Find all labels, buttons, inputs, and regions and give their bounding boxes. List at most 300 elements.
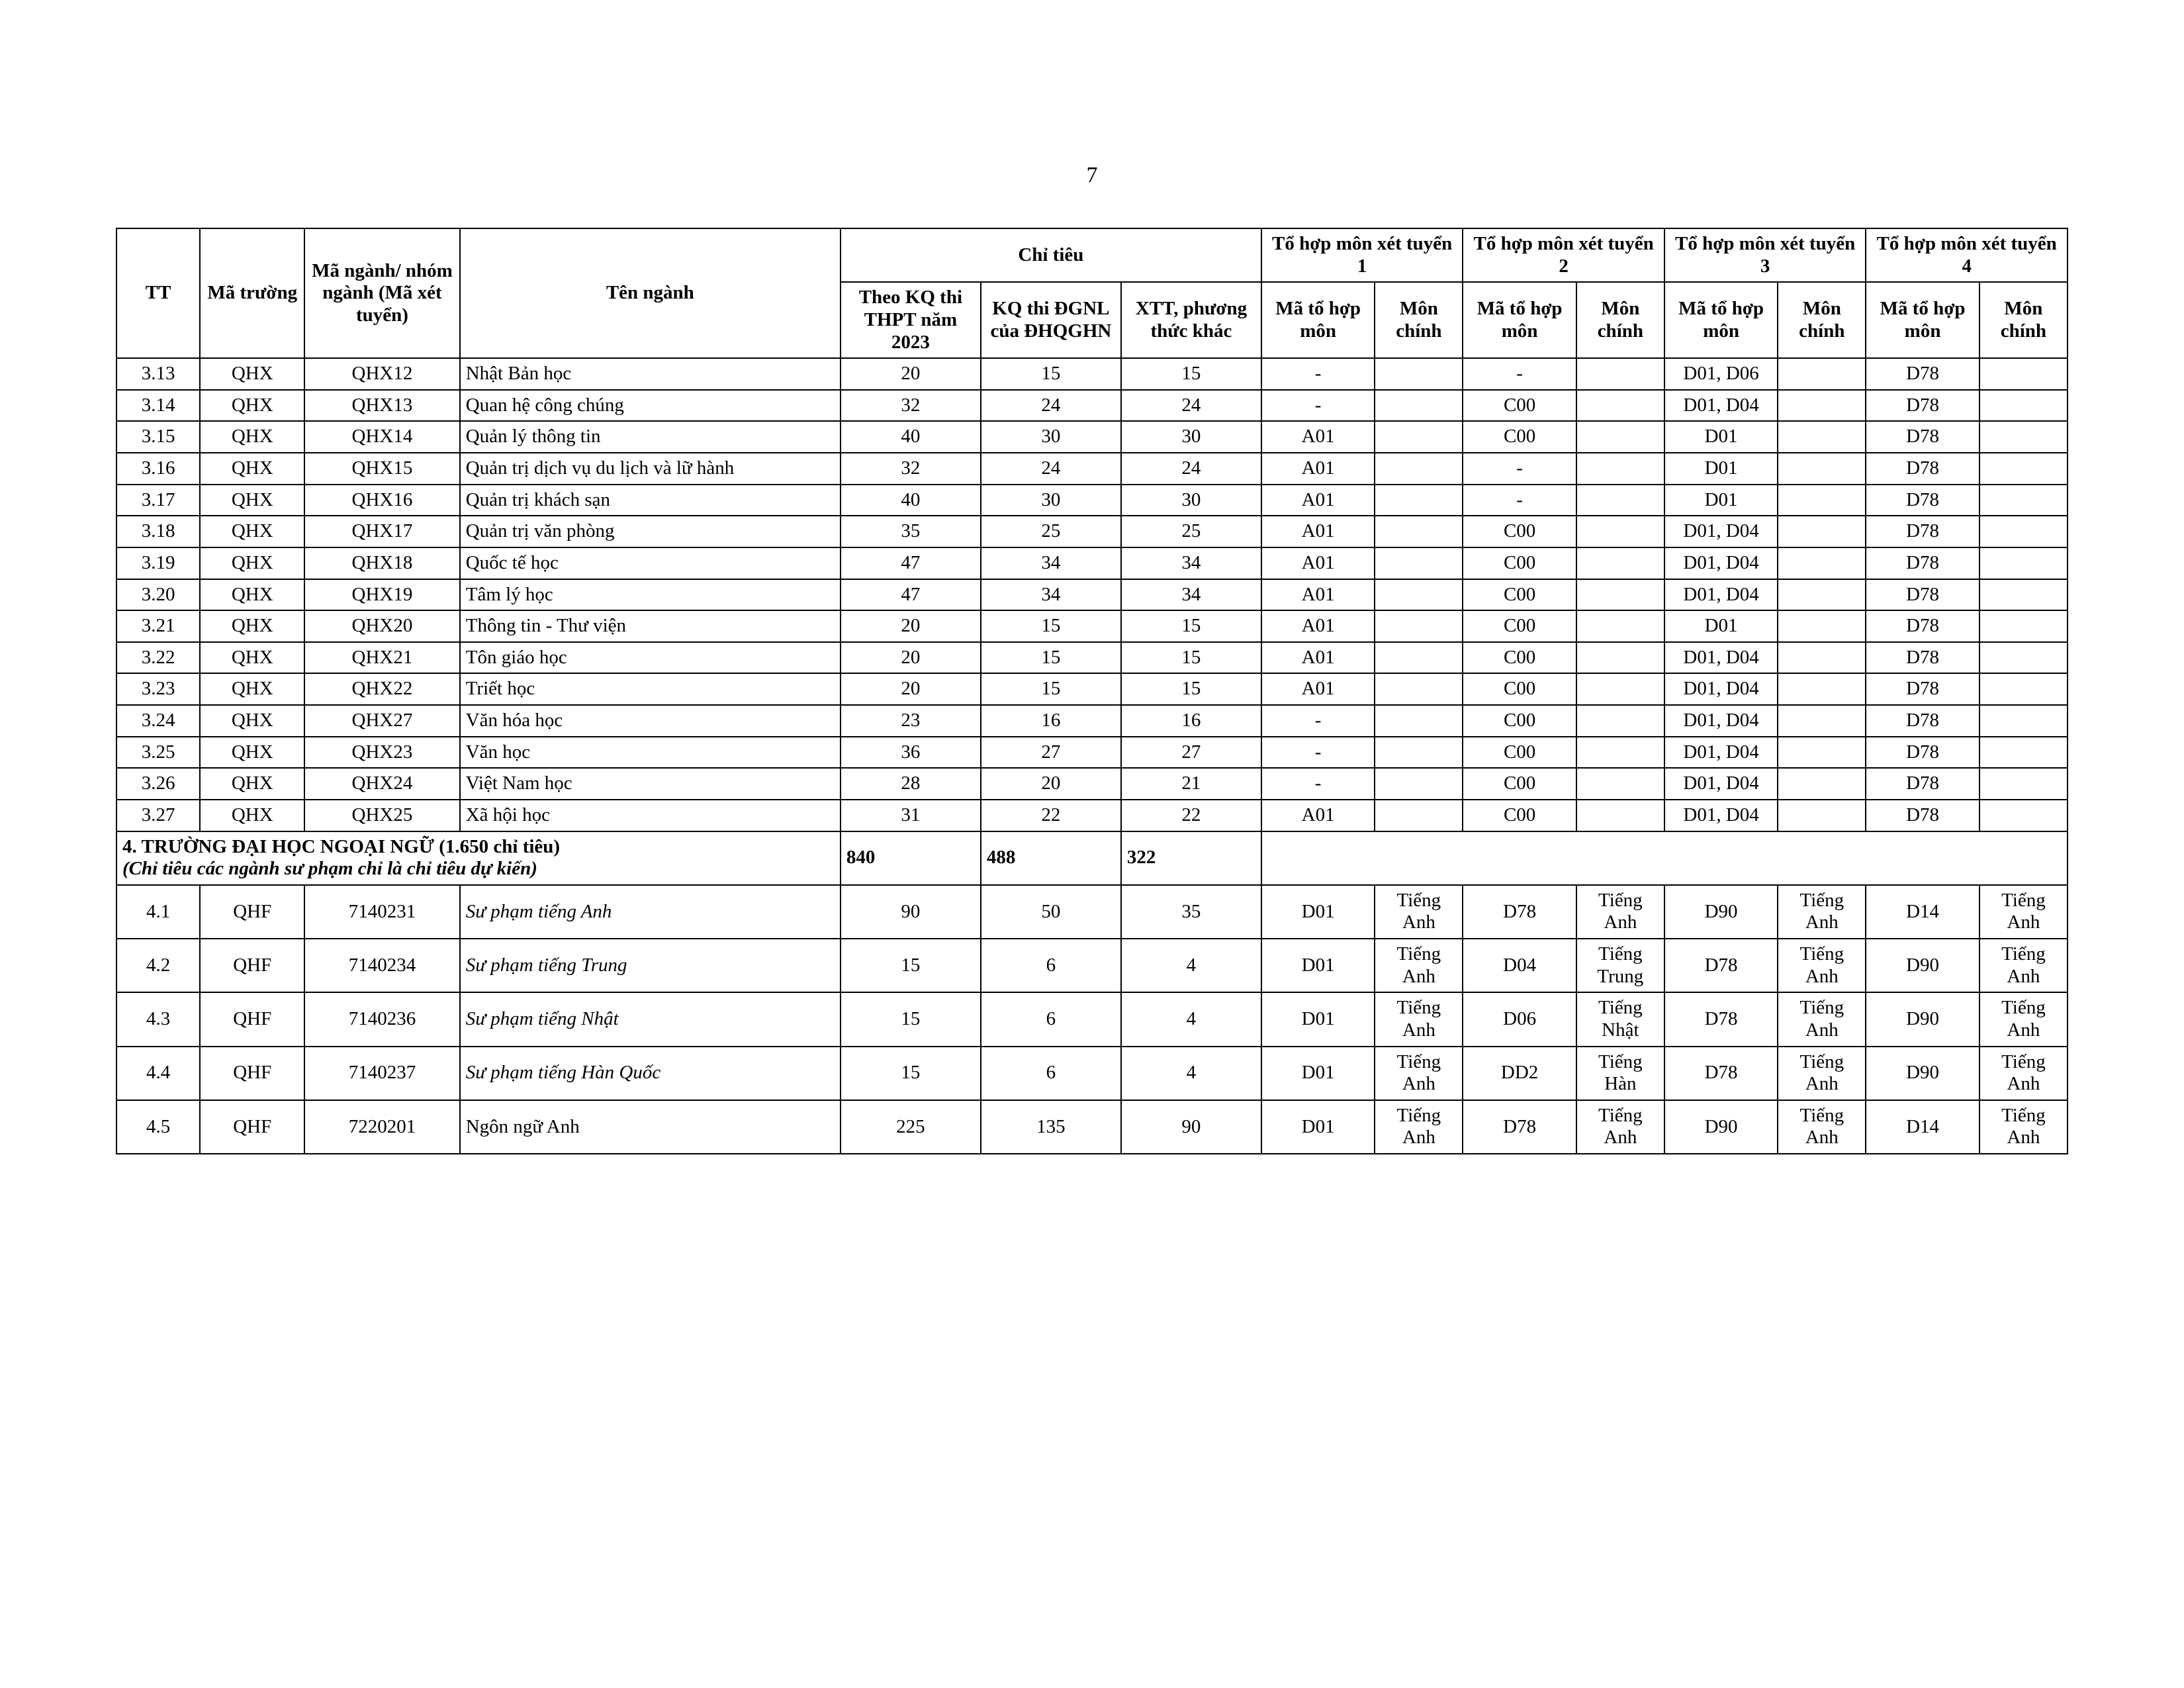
- cell-ct3: 34: [1121, 579, 1261, 611]
- cell-th3b: [1778, 547, 1866, 579]
- header-tt: TT: [116, 228, 200, 358]
- cell-th3a: D01, D04: [1664, 673, 1778, 705]
- header-mon-chinh-3: Môn chính: [1778, 282, 1866, 358]
- cell-th4a: D14: [1866, 885, 1979, 939]
- cell-tt: 4.2: [116, 939, 200, 992]
- cell-ct3: 15: [1121, 642, 1261, 674]
- cell-th2a: C00: [1463, 579, 1576, 611]
- cell-ct2: 135: [981, 1100, 1121, 1154]
- cell-ma-nganh: QHX21: [304, 642, 460, 674]
- cell-ct3: 4: [1121, 1047, 1261, 1100]
- cell-ten-nganh: Nhật Bản học: [460, 358, 841, 390]
- admission-quota-table: [116, 228, 2068, 1154]
- cell-tt: 3.16: [116, 453, 200, 485]
- table-row: [116, 485, 2068, 516]
- cell-ct3: 4: [1121, 992, 1261, 1046]
- cell-th4b: [1979, 485, 2068, 516]
- cell-th2a: C00: [1463, 642, 1576, 674]
- cell-ten-nganh: Tôn giáo học: [460, 642, 841, 674]
- cell-th1b: [1375, 421, 1463, 453]
- cell-th4a: D78: [1866, 737, 1979, 769]
- cell-th2b: Tiếng Anh: [1576, 885, 1664, 939]
- cell-ct1: 15: [841, 1047, 981, 1100]
- cell-th4b: [1979, 390, 2068, 422]
- cell-th4b: Tiếng Anh: [1979, 1047, 2068, 1100]
- cell-ct2: 25: [981, 516, 1121, 547]
- cell-tt: 3.23: [116, 673, 200, 705]
- section-heading-cell: [116, 831, 841, 885]
- cell-ct2: 20: [981, 768, 1121, 800]
- cell-tt: 3.27: [116, 800, 200, 831]
- cell-th1a: -: [1261, 705, 1375, 737]
- table-row: [116, 939, 2068, 992]
- cell-th2a: C00: [1463, 673, 1576, 705]
- cell-th1b: Tiếng Anh: [1375, 1047, 1463, 1100]
- cell-ct1: 23: [841, 705, 981, 737]
- table-row: [116, 885, 2068, 939]
- cell-th2b: [1576, 673, 1664, 705]
- cell-ct2: 27: [981, 737, 1121, 769]
- cell-th4b: [1979, 453, 2068, 485]
- table-row: [116, 673, 2068, 705]
- cell-ma-truong: QHX: [200, 421, 304, 453]
- cell-ma-truong: QHX: [200, 516, 304, 547]
- header-to-hop-4: Tổ hợp môn xét tuyển 4: [1866, 228, 2068, 282]
- cell-tt: 3.13: [116, 358, 200, 390]
- header-to-hop-3: Tổ hợp môn xét tuyển 3: [1664, 228, 1866, 282]
- cell-ma-truong: QHF: [200, 885, 304, 939]
- table-row: [116, 737, 2068, 769]
- cell-th3b: [1778, 705, 1866, 737]
- section-empty-cell: [1261, 831, 2068, 885]
- cell-ma-truong: QHX: [200, 390, 304, 422]
- cell-th2a: -: [1463, 358, 1576, 390]
- cell-th4a: D78: [1866, 390, 1979, 422]
- header-ma-to-hop-2: Mã tổ hợp môn: [1463, 282, 1576, 358]
- cell-th2a: C00: [1463, 547, 1576, 579]
- cell-th2a: -: [1463, 485, 1576, 516]
- cell-th1b: [1375, 358, 1463, 390]
- table-row: [116, 547, 2068, 579]
- cell-th3b: [1778, 453, 1866, 485]
- cell-th1a: D01: [1261, 1047, 1375, 1100]
- cell-ct3: 16: [1121, 705, 1261, 737]
- cell-th1a: D01: [1261, 1100, 1375, 1154]
- cell-tt: 3.18: [116, 516, 200, 547]
- cell-th2b: [1576, 610, 1664, 642]
- cell-th4a: D78: [1866, 579, 1979, 611]
- cell-th4b: [1979, 705, 2068, 737]
- cell-th2b: [1576, 358, 1664, 390]
- cell-th4b: [1979, 610, 2068, 642]
- cell-ct2: 16: [981, 705, 1121, 737]
- cell-th2a: C00: [1463, 390, 1576, 422]
- cell-th4a: D90: [1866, 939, 1979, 992]
- cell-ct1: 36: [841, 737, 981, 769]
- table-row: [116, 453, 2068, 485]
- cell-ma-truong: QHX: [200, 673, 304, 705]
- cell-ct3: 24: [1121, 390, 1261, 422]
- cell-th2a: C00: [1463, 705, 1576, 737]
- cell-ct2: 24: [981, 453, 1121, 485]
- cell-th4b: [1979, 516, 2068, 547]
- cell-ct1: 40: [841, 421, 981, 453]
- cell-th2b: Tiếng Anh: [1576, 1100, 1664, 1154]
- cell-tt: 3.20: [116, 579, 200, 611]
- cell-tt: 3.14: [116, 390, 200, 422]
- cell-th1b: [1375, 642, 1463, 674]
- cell-ma-nganh: 7140237: [304, 1047, 460, 1100]
- cell-ct2: 30: [981, 421, 1121, 453]
- cell-ma-truong: QHX: [200, 768, 304, 800]
- section-title: 4. TRƯỜNG ĐẠI HỌC NGOẠI NGỮ (1.650 chỉ tiêu): [122, 835, 561, 857]
- cell-th3b: [1778, 579, 1866, 611]
- header-ma-truong: Mã trường: [200, 228, 304, 358]
- cell-ct2: 6: [981, 1047, 1121, 1100]
- admission-table-container: [116, 228, 2068, 1154]
- cell-th1a: A01: [1261, 673, 1375, 705]
- cell-ct1: 32: [841, 390, 981, 422]
- cell-ten-nganh: Việt Nam học: [460, 768, 841, 800]
- cell-ma-truong: QHF: [200, 992, 304, 1046]
- cell-th3a: D78: [1664, 1047, 1778, 1100]
- cell-th3b: [1778, 642, 1866, 674]
- cell-th2b: Tiếng Trung: [1576, 939, 1664, 992]
- table-row: [116, 1047, 2068, 1100]
- table-row: [116, 516, 2068, 547]
- cell-th3b: [1778, 768, 1866, 800]
- cell-ct1: 15: [841, 939, 981, 992]
- cell-th3a: D01, D04: [1664, 705, 1778, 737]
- cell-ct2: 15: [981, 673, 1121, 705]
- cell-th4b: Tiếng Anh: [1979, 1100, 2068, 1154]
- cell-ma-nganh: QHX25: [304, 800, 460, 831]
- cell-th3b: Tiếng Anh: [1778, 939, 1866, 992]
- cell-th1a: -: [1261, 737, 1375, 769]
- cell-th4a: D78: [1866, 705, 1979, 737]
- cell-ct3: 30: [1121, 485, 1261, 516]
- cell-ct1: 40: [841, 485, 981, 516]
- cell-ct3: 27: [1121, 737, 1261, 769]
- cell-th3a: D01, D04: [1664, 768, 1778, 800]
- cell-th2b: [1576, 453, 1664, 485]
- cell-th1a: A01: [1261, 547, 1375, 579]
- header-mon-chinh-4: Môn chính: [1979, 282, 2068, 358]
- cell-th3a: D01: [1664, 421, 1778, 453]
- cell-th2a: C00: [1463, 516, 1576, 547]
- cell-th1a: -: [1261, 358, 1375, 390]
- cell-ct2: 15: [981, 358, 1121, 390]
- cell-th4b: Tiếng Anh: [1979, 992, 2068, 1046]
- cell-th2b: [1576, 421, 1664, 453]
- table-row: [116, 768, 2068, 800]
- cell-ma-truong: QHX: [200, 358, 304, 390]
- cell-th3b: [1778, 421, 1866, 453]
- cell-ten-nganh: Thông tin - Thư viện: [460, 610, 841, 642]
- cell-th2b: [1576, 390, 1664, 422]
- cell-ma-nganh: QHX23: [304, 737, 460, 769]
- header-chi-tieu-xtt: XTT, phương thức khác: [1121, 282, 1261, 358]
- cell-ten-nganh: Văn học: [460, 737, 841, 769]
- cell-th4a: D78: [1866, 768, 1979, 800]
- header-ma-to-hop-4: Mã tổ hợp môn: [1866, 282, 1979, 358]
- cell-th4b: [1979, 737, 2068, 769]
- section-ct3: 322: [1121, 831, 1261, 885]
- cell-ten-nganh: Quản trị văn phòng: [460, 516, 841, 547]
- cell-tt: 3.19: [116, 547, 200, 579]
- cell-th3a: D01, D04: [1664, 642, 1778, 674]
- cell-ma-truong: QHX: [200, 800, 304, 831]
- cell-th2a: C00: [1463, 737, 1576, 769]
- cell-ten-nganh: Xã hội học: [460, 800, 841, 831]
- cell-th3b: Tiếng Anh: [1778, 1100, 1866, 1154]
- cell-th1a: A01: [1261, 516, 1375, 547]
- cell-th2b: Tiếng Nhật: [1576, 992, 1664, 1046]
- cell-ma-nganh: QHX19: [304, 579, 460, 611]
- cell-th2b: [1576, 485, 1664, 516]
- cell-th1a: A01: [1261, 421, 1375, 453]
- section-heading-row: [116, 831, 2068, 885]
- cell-ma-truong: QHX: [200, 737, 304, 769]
- cell-ten-nganh: Văn hóa học: [460, 705, 841, 737]
- cell-th4b: [1979, 579, 2068, 611]
- header-ma-nganh: Mã ngành/ nhóm ngành (Mã xét tuyển): [304, 228, 460, 358]
- cell-th1a: A01: [1261, 579, 1375, 611]
- cell-ma-nganh: QHX24: [304, 768, 460, 800]
- section-ct2: 488: [981, 831, 1121, 885]
- cell-tt: 3.15: [116, 421, 200, 453]
- header-chi-tieu-dgnl: KQ thi ĐGNL của ĐHQGHN: [981, 282, 1121, 358]
- cell-th2b: [1576, 800, 1664, 831]
- cell-ten-nganh: Quốc tế học: [460, 547, 841, 579]
- cell-ma-truong: QHX: [200, 642, 304, 674]
- cell-ct2: 15: [981, 642, 1121, 674]
- cell-ct2: 6: [981, 992, 1121, 1046]
- cell-ma-truong: QHX: [200, 579, 304, 611]
- cell-th3a: D01: [1664, 485, 1778, 516]
- cell-ct1: 90: [841, 885, 981, 939]
- cell-ct3: 30: [1121, 421, 1261, 453]
- cell-tt: 4.4: [116, 1047, 200, 1100]
- cell-ct2: 24: [981, 390, 1121, 422]
- cell-ct1: 32: [841, 453, 981, 485]
- cell-ct1: 35: [841, 516, 981, 547]
- cell-th4a: D78: [1866, 642, 1979, 674]
- cell-th1a: A01: [1261, 453, 1375, 485]
- cell-ct1: 15: [841, 992, 981, 1046]
- cell-ten-nganh: Tâm lý học: [460, 579, 841, 611]
- cell-th2a: D78: [1463, 1100, 1576, 1154]
- cell-ct3: 22: [1121, 800, 1261, 831]
- cell-th3b: [1778, 737, 1866, 769]
- cell-th4a: D78: [1866, 610, 1979, 642]
- cell-th1a: D01: [1261, 992, 1375, 1046]
- cell-th1b: [1375, 610, 1463, 642]
- table-header: [116, 228, 2068, 358]
- cell-th3b: [1778, 358, 1866, 390]
- cell-ct1: 31: [841, 800, 981, 831]
- cell-ten-nganh: Sư phạm tiếng Trung: [460, 939, 841, 992]
- cell-ma-nganh: QHX27: [304, 705, 460, 737]
- section-ct1: 840: [841, 831, 981, 885]
- cell-tt: 4.1: [116, 885, 200, 939]
- cell-th4a: D78: [1866, 453, 1979, 485]
- cell-tt: 3.25: [116, 737, 200, 769]
- cell-ma-nganh: QHX18: [304, 547, 460, 579]
- cell-th3a: D01, D04: [1664, 800, 1778, 831]
- cell-th2a: D04: [1463, 939, 1576, 992]
- header-to-hop-2: Tổ hợp môn xét tuyển 2: [1463, 228, 1664, 282]
- cell-ct2: 34: [981, 547, 1121, 579]
- cell-th4a: D78: [1866, 673, 1979, 705]
- cell-ma-nganh: QHX17: [304, 516, 460, 547]
- cell-th1b: [1375, 453, 1463, 485]
- cell-ct1: 47: [841, 579, 981, 611]
- cell-ten-nganh: Quản trị khách sạn: [460, 485, 841, 516]
- cell-ma-nganh: QHX15: [304, 453, 460, 485]
- cell-tt: 3.26: [116, 768, 200, 800]
- cell-ten-nganh: Triết học: [460, 673, 841, 705]
- cell-tt: 4.5: [116, 1100, 200, 1154]
- table-row: [116, 800, 2068, 831]
- cell-th2a: C00: [1463, 610, 1576, 642]
- cell-ten-nganh: Sư phạm tiếng Nhật: [460, 992, 841, 1046]
- cell-th1b: Tiếng Anh: [1375, 939, 1463, 992]
- cell-th3a: D01, D04: [1664, 390, 1778, 422]
- cell-th3b: [1778, 610, 1866, 642]
- cell-ma-nganh: QHX12: [304, 358, 460, 390]
- cell-ma-truong: QHX: [200, 453, 304, 485]
- cell-ma-truong: QHX: [200, 705, 304, 737]
- header-ma-to-hop-3: Mã tổ hợp môn: [1664, 282, 1778, 358]
- cell-th4b: Tiếng Anh: [1979, 885, 2068, 939]
- cell-ten-nganh: Quản lý thông tin: [460, 421, 841, 453]
- header-ten-nganh: Tên ngành: [460, 228, 841, 358]
- cell-th3b: [1778, 800, 1866, 831]
- cell-th4b: [1979, 358, 2068, 390]
- cell-th2a: C00: [1463, 421, 1576, 453]
- cell-th3a: D90: [1664, 885, 1778, 939]
- cell-th1b: [1375, 485, 1463, 516]
- cell-ten-nganh: Quan hệ công chúng: [460, 390, 841, 422]
- cell-th3b: Tiếng Anh: [1778, 992, 1866, 1046]
- cell-th3a: D78: [1664, 992, 1778, 1046]
- cell-th4a: D78: [1866, 485, 1979, 516]
- cell-th3a: D78: [1664, 939, 1778, 992]
- cell-th4a: D78: [1866, 800, 1979, 831]
- cell-th4a: D90: [1866, 992, 1979, 1046]
- cell-th2b: [1576, 642, 1664, 674]
- header-mon-chinh-2: Môn chính: [1576, 282, 1664, 358]
- cell-ct3: 15: [1121, 610, 1261, 642]
- cell-th1a: -: [1261, 768, 1375, 800]
- cell-ct3: 15: [1121, 358, 1261, 390]
- cell-th2a: C00: [1463, 768, 1576, 800]
- cell-ma-nganh: QHX14: [304, 421, 460, 453]
- cell-th2b: [1576, 737, 1664, 769]
- cell-th1a: -: [1261, 390, 1375, 422]
- cell-ma-truong: QHX: [200, 547, 304, 579]
- cell-tt: 4.3: [116, 992, 200, 1046]
- cell-th2a: D78: [1463, 885, 1576, 939]
- cell-th1b: Tiếng Anh: [1375, 992, 1463, 1046]
- header-mon-chinh-1: Môn chính: [1375, 282, 1463, 358]
- table-row: [116, 579, 2068, 611]
- cell-ct3: 24: [1121, 453, 1261, 485]
- cell-th1a: A01: [1261, 642, 1375, 674]
- cell-th2b: Tiếng Hàn: [1576, 1047, 1664, 1100]
- header-row-1: [116, 228, 2068, 282]
- table-row: [116, 610, 2068, 642]
- cell-th4b: [1979, 642, 2068, 674]
- cell-th1b: Tiếng Anh: [1375, 885, 1463, 939]
- cell-th1a: D01: [1261, 885, 1375, 939]
- cell-ct1: 225: [841, 1100, 981, 1154]
- cell-th4a: D78: [1866, 516, 1979, 547]
- cell-ma-truong: QHF: [200, 1100, 304, 1154]
- cell-ma-nganh: QHX16: [304, 485, 460, 516]
- cell-ct1: 20: [841, 358, 981, 390]
- cell-ma-truong: QHF: [200, 1047, 304, 1100]
- cell-th1b: [1375, 705, 1463, 737]
- cell-th4b: [1979, 673, 2068, 705]
- cell-ten-nganh: Sư phạm tiếng Hàn Quốc: [460, 1047, 841, 1100]
- cell-th4b: [1979, 547, 2068, 579]
- cell-th3b: [1778, 516, 1866, 547]
- cell-th3a: D01, D04: [1664, 737, 1778, 769]
- cell-ma-nganh: 7140234: [304, 939, 460, 992]
- cell-ten-nganh: Ngôn ngữ Anh: [460, 1100, 841, 1154]
- cell-ct3: 90: [1121, 1100, 1261, 1154]
- cell-th3a: D01, D06: [1664, 358, 1778, 390]
- cell-th2b: [1576, 579, 1664, 611]
- table-row: [116, 642, 2068, 674]
- cell-th2b: [1576, 516, 1664, 547]
- cell-th2a: -: [1463, 453, 1576, 485]
- cell-th1b: [1375, 390, 1463, 422]
- cell-ct3: 15: [1121, 673, 1261, 705]
- table-row: [116, 358, 2068, 390]
- cell-th1b: Tiếng Anh: [1375, 1100, 1463, 1154]
- cell-th2b: [1576, 547, 1664, 579]
- cell-th1b: [1375, 800, 1463, 831]
- cell-ma-truong: QHX: [200, 485, 304, 516]
- cell-th4a: D78: [1866, 358, 1979, 390]
- cell-th4a: D14: [1866, 1100, 1979, 1154]
- cell-th1a: D01: [1261, 939, 1375, 992]
- header-to-hop-1: Tổ hợp môn xét tuyển 1: [1261, 228, 1463, 282]
- cell-tt: 3.17: [116, 485, 200, 516]
- header-chi-tieu-thpt: Theo KQ thi THPT năm 2023: [841, 282, 981, 358]
- cell-ten-nganh: Sư phạm tiếng Anh: [460, 885, 841, 939]
- cell-th1b: [1375, 768, 1463, 800]
- cell-ma-truong: QHF: [200, 939, 304, 992]
- cell-th4a: D90: [1866, 1047, 1979, 1100]
- cell-ct2: 15: [981, 610, 1121, 642]
- table-row: [116, 992, 2068, 1046]
- cell-tt: 3.24: [116, 705, 200, 737]
- cell-ma-truong: QHX: [200, 610, 304, 642]
- cell-ten-nganh: Quản trị dịch vụ du lịch và lữ hành: [460, 453, 841, 485]
- cell-ma-nganh: QHX13: [304, 390, 460, 422]
- cell-ma-nganh: 7220201: [304, 1100, 460, 1154]
- cell-th4b: [1979, 768, 2068, 800]
- cell-th1a: A01: [1261, 485, 1375, 516]
- cell-ma-nganh: 7140231: [304, 885, 460, 939]
- cell-th1a: A01: [1261, 610, 1375, 642]
- cell-ct2: 50: [981, 885, 1121, 939]
- cell-th1b: [1375, 516, 1463, 547]
